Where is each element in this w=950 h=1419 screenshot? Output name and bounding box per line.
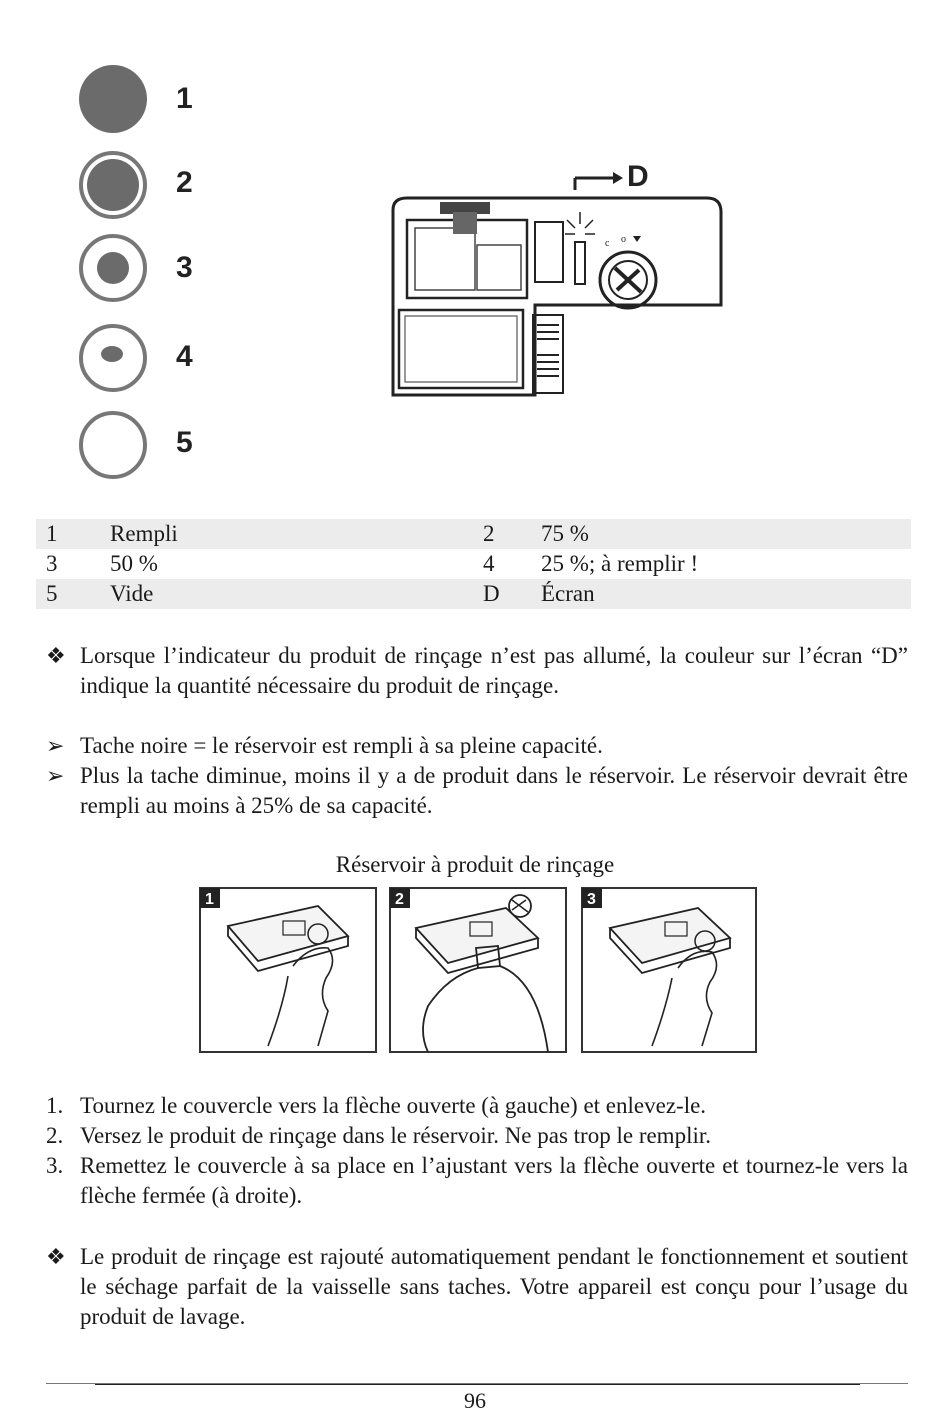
- svg-text:1: 1: [205, 891, 214, 908]
- svg-text:2: 2: [395, 891, 404, 908]
- step-1-illustration: [198, 886, 378, 1054]
- page-number: 96: [464, 1388, 486, 1413]
- bullet-decrease: Plus la tache diminue, moins il y a de produit dans le réservoir. Le réservoir devrait être rempli au moins à 25% de sa capacité.: [80, 763, 908, 818]
- legend-table: [36, 519, 911, 609]
- step-number: 3.: [46, 1153, 64, 1178]
- note-indicator: Lorsque l’indicateur du produit de rinçage n’est pas allumé, la couleur sur l’écran “D” indique la quantité nécessaire du produit de rinçage.: [80, 643, 908, 698]
- bullet-full: Tache noire = le réservoir est rempli à sa pleine capacité.: [80, 733, 603, 758]
- indicator-label-5: 5: [176, 426, 193, 459]
- legend-row: 3 50 % 4 25 %; à remplir !: [46, 551, 699, 576]
- svg-text:3: 3: [587, 891, 596, 908]
- indicator-label-2: 2: [176, 166, 193, 199]
- diamond-bullet-icon: ❖: [46, 1244, 66, 1269]
- indicator-full-icon: [78, 64, 148, 134]
- indicator-25-icon: [78, 323, 148, 393]
- indicator-label-1: 1: [176, 82, 193, 115]
- indicator-label-3: 3: [176, 251, 193, 284]
- svg-text:c: c: [605, 238, 610, 249]
- legend-row: 1 Rempli 2 75 %: [36, 519, 911, 549]
- step-number: 2.: [46, 1123, 64, 1148]
- footer-divider-accent: [95, 1384, 860, 1385]
- indicator-50-icon: [78, 233, 148, 303]
- indicator-75-icon: [78, 150, 148, 220]
- dispenser-diagram: [385, 150, 730, 410]
- step-3-illustration: [580, 886, 758, 1054]
- step-text: Versez le produit de rinçage dans le réservoir. Ne pas trop le remplir.: [80, 1123, 711, 1148]
- legend-row: 5 Vide D Écran: [36, 579, 911, 609]
- indicator-label-4: 4: [176, 340, 193, 373]
- arrow-bullet-icon: ➢: [46, 733, 65, 758]
- indicator-empty-icon: [78, 410, 148, 480]
- svg-text:o: o: [621, 234, 626, 245]
- arrow-bullet-icon: ➢: [46, 763, 65, 788]
- note-automatic: Le produit de rinçage est rajouté automatiquement pendant le fonctionnement et soutient le séchage parfait de la vaisselle sans taches. Votre appareil est conçu pour l’usage du produit de lavage.: [80, 1244, 908, 1329]
- diamond-bullet-icon: ❖: [46, 643, 66, 668]
- figure-caption: Réservoir à produit de rinçage: [335, 852, 615, 877]
- step-text: Tournez le couvercle vers la flèche ouverte (à gauche) et enlevez-le.: [80, 1093, 707, 1118]
- step-2-illustration: [388, 886, 568, 1054]
- step-text: Remettez le couvercle à sa place en l’ajustant vers la flèche ouverte et tournez-le vers la flèche fermée (à droite).: [80, 1153, 908, 1208]
- label-d: D: [627, 160, 649, 193]
- step-number: 1.: [46, 1093, 64, 1118]
